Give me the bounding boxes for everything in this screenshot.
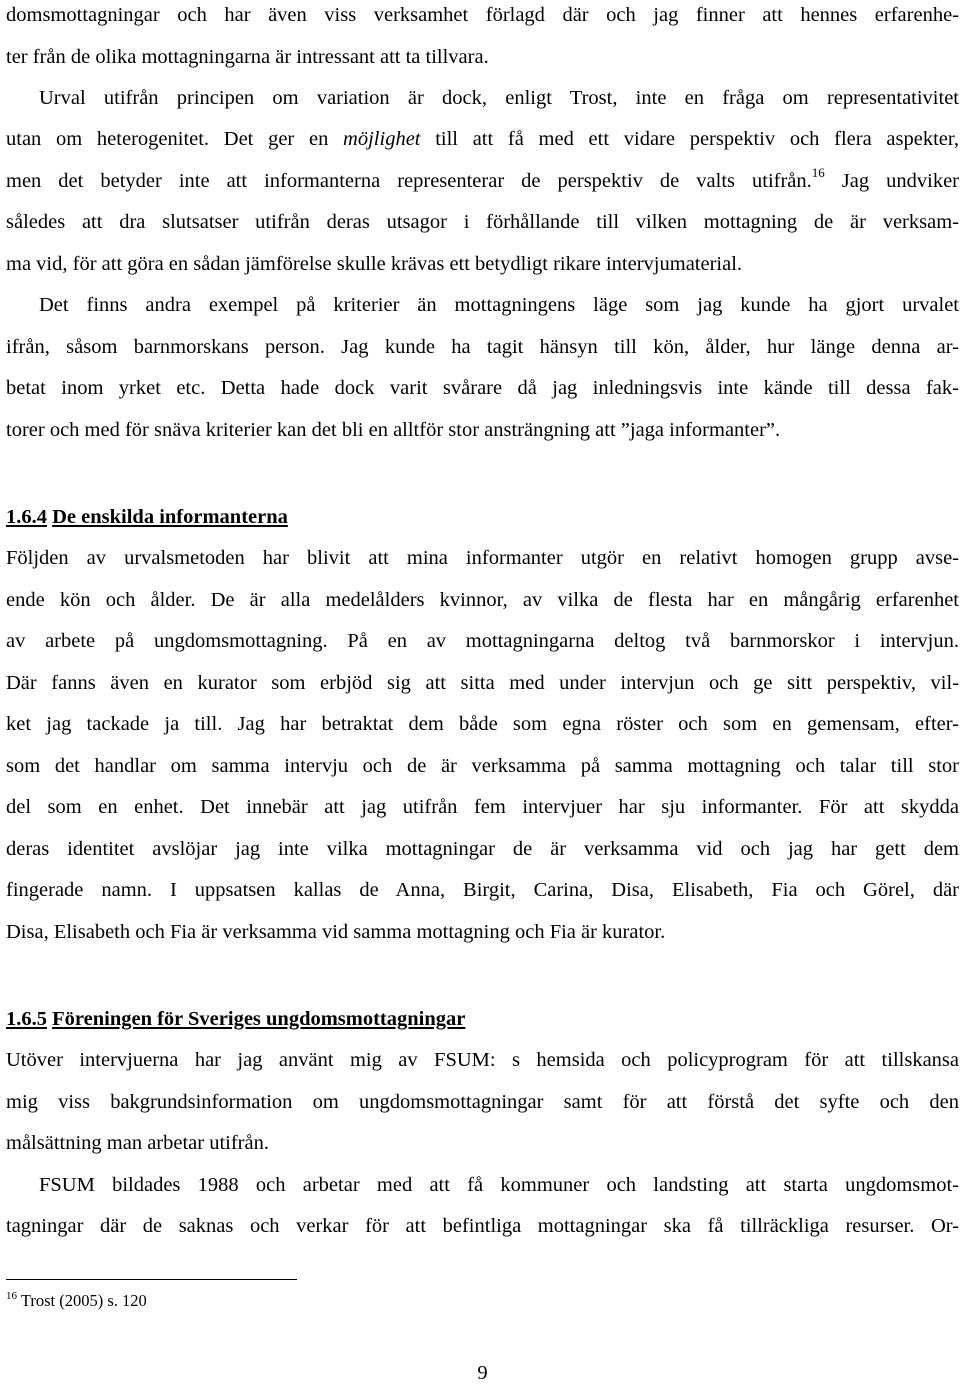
body-text-line: Utöver intervjuerna har jag använt mig av FSUM: s hemsida och policyprogram för att tillskansa: [6, 1049, 959, 1071]
body-text-line: således att dra slutsatser utifrån deras utsagor i förhållande till vilken mottagning de är verksam-: [6, 211, 959, 233]
body-text-line: av arbete på ungdomsmottagning. På en av mottagningarna deltog två barnmorskor i intervjun.: [6, 630, 959, 652]
emphasized-word: möjlighet: [343, 128, 421, 150]
text-run: till att få med ett vidare perspektiv och flera aspekter,: [420, 128, 959, 150]
body-text-line: Disa, Elisabeth och Fia är verksamma vid samma mottagning och Fia är kurator.: [6, 921, 666, 943]
footnote: [6, 1291, 147, 1311]
body-text-line: Där fanns även en kurator som erbjöd sig att sitta med under intervjun och ge sitt perspektiv, vil-: [6, 672, 959, 694]
footnote-separator: [6, 1279, 297, 1280]
body-text-line: tagningar där de saknas och verkar för att befintliga mottagningar ska få tillräckliga resurser. Or-: [6, 1215, 959, 1237]
body-text-line: [6, 127, 959, 151]
body-text-line: [6, 165, 959, 193]
section-number: 1.6.5: [6, 1008, 47, 1030]
body-text-line: ter från de olika mottagningarna är intressant att ta tillvara.: [6, 46, 489, 68]
text-run: Jag undviker: [824, 170, 959, 192]
body-text-line: Urval utifrån principen om variation är dock, enligt Trost, inte en fråga om representativitet: [39, 87, 959, 109]
section-number: 1.6.4: [6, 506, 47, 528]
text-run: utan om heterogenitet. Det ger en: [6, 128, 344, 150]
body-text-line: domsmottagningar och har även viss verksamhet förlagd där och jag finner att hennes erfarenhe-: [6, 4, 959, 26]
body-text-line: Följden av urvalsmetoden har blivit att mina informanter utgör en relativt homogen grupp avse-: [6, 547, 959, 569]
body-text-line: ket jag tackade ja till. Jag har betraktat dem både som egna röster och som en gemensam, efter-: [6, 713, 959, 735]
body-text-line: ma vid, för att göra en sådan jämförelse skulle krävas ett betydligt rikare intervjumaterial.: [6, 253, 743, 275]
body-text-line: målsättning man arbetar utifrån.: [6, 1132, 269, 1154]
body-text-line: FSUM bildades 1988 och arbetar med att få kommuner och landsting att starta ungdomsmot-: [39, 1174, 959, 1196]
section-heading: [6, 505, 288, 529]
body-text-line: fingerade namn. I uppsatsen kallas de Anna, Birgit, Carina, Disa, Elisabeth, Fia och Görel, där: [6, 879, 959, 901]
body-text-line: Det finns andra exempel på kriterier än mottagningens läge som jag kunde ha gjort urvalet: [39, 294, 959, 316]
footnote-marker: 16: [6, 1289, 17, 1302]
section-title: De enskilda informanterna: [52, 506, 288, 528]
body-text-line: torer och med för snäva kriterier kan det bli en alltför stor ansträngning att ”jaga informanter”.: [6, 419, 781, 441]
body-text-line: del som en enhet. Det innebär att jag utifrån fem intervjuer har sju informanter. För att skydda: [6, 796, 959, 818]
section-title: Föreningen för Sveriges ungdomsmottagningar: [52, 1008, 466, 1030]
body-text-line: ifrån, såsom barnmorskans person. Jag kunde ha tagit hänsyn till kön, ålder, hur länge denna ar-: [6, 336, 959, 358]
body-text-line: som det handlar om samma intervju och de är verksamma på samma mottagning och talar till stor: [6, 755, 959, 777]
body-text-line: betat inom yrket etc. Detta hade dock varit svårare då jag inledningsvis inte kände till dessa fak-: [6, 377, 959, 399]
text-run: men det betyder inte att informanterna representerar de perspektiv de valts utifrån.: [6, 170, 812, 192]
body-text-line: ende kön och ålder. De är alla medelålders kvinnor, av vilka de flesta har en mångårig erfarenhet: [6, 589, 959, 611]
section-heading: [6, 1007, 465, 1031]
footnote-text: Trost (2005) s. 120: [17, 1291, 147, 1310]
body-text-line: mig viss bakgrundsinformation om ungdomsmottagningar samt för att förstå det syfte och den: [6, 1091, 959, 1113]
body-text-line: deras identitet avslöjar jag inte vilka mottagningar de är verksamma vid och jag har gett dem: [6, 838, 959, 860]
page-number: 9: [477, 1362, 488, 1384]
footnote-reference[interactable]: 16: [811, 165, 825, 181]
